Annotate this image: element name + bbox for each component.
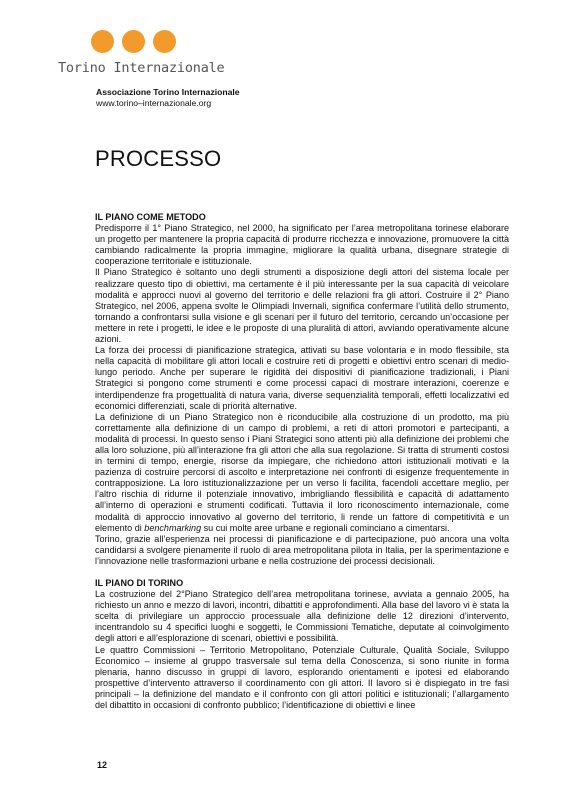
section-piano-come-metodo bbox=[95, 212, 509, 567]
section-piano-di-torino bbox=[95, 578, 509, 711]
paragraph: Torino, grazie all’esperienza nei processi di pianificazione e di partecipazione, può ancora una volta candidarsi a svolgere pienamente il ruolo di area metropolitana pilota in Italia, per la sperimentazione e l’innovazione nelle trasformazioni urbane e nella costruzione dei processi decisionali. bbox=[95, 533, 509, 566]
logo-brand-text: Torino Internazionale bbox=[58, 60, 225, 76]
association-name: Associazione Torino Internazionale bbox=[96, 87, 240, 97]
section-heading: IL PIANO DI TORINO bbox=[95, 578, 184, 588]
page-number: 12 bbox=[97, 760, 108, 770]
paragraph-text: La definizione di un Piano Strategico non è riconducibile alla costruzione di un prodotto, ma più correttamente alla definizione di un campo di problemi, a reti di attori promotori e partecipanti, a modalità di processi. In questo senso i Piani Strategici sono attenti più alla definizione dei problemi che alla loro soluzione, più all’interazione fra gli attori che alla sua regolazione. Si tratta di strumenti costosi in termini di tempo, energie, risorse da impiegare, che richiedono attori istituzionali motivati e la pazienza di costruire percorsi di ascolto e interpretazione nei confronti di esigenze frequentemente in contrapposizione. La loro istituzionalizzazione per un verso li facilita, facendoli accettare meglio, per l’altro rischia di ridurne il potenziale innovativo, imbrigliando flessibilità e capacità di adattamento all’interno di operazioni e strumenti codificati. Tuttavia il loro riconoscimento internazionale, come modalità di approccio innovativo al governo del territorio, li rende un fattore di competitività e un elemento di bbox=[95, 411, 509, 533]
section-heading: IL PIANO COME METODO bbox=[95, 212, 206, 222]
paragraph bbox=[95, 412, 509, 534]
paragraph-text: su cui molte aree urbane e regionali cominciano a cimentarsi. bbox=[201, 522, 450, 533]
paragraph: Le quattro Commissioni – Territorio Metropolitano, Potenziale Culturale, Qualità Sociale, Sviluppo Economico – insieme al gruppo trasversale sul tema della Conoscenza, si sono riunite in forma plenaria, hanno discusso in gruppi di lavoro, esplorando orientamenti e ipotesi ed elaborando prospettive d’intervento attraverso il coordinamento con gli attori. Il lavoro si è dispiegato in tre fasi principali – la definizione del mandato e il confronto con gli attori politici e istituzionali; l’allargamento del dibattito in occasioni di confronto pubblico; l’identificazione di obiettivi e linee bbox=[95, 644, 509, 711]
logo bbox=[58, 30, 225, 76]
logo-dot bbox=[122, 30, 145, 53]
paragraph: Predisporre il 1° Piano Strategico, nel 2000, ha significato per l’area metropolitana torinese elaborare un progetto per mantenere la propria capacità di produrre ricchezza e innovazione, promuovere la città cambiando radicalmente la propria immagine, migliorare la qualità urbana, disegnare strategie di cooperazione territoriale e istituzionale. bbox=[95, 223, 509, 267]
page-title: PROCESSO bbox=[95, 146, 222, 171]
logo-dots bbox=[58, 30, 218, 56]
document-body bbox=[95, 212, 509, 711]
association-url: www.torino–internazionale.org bbox=[96, 98, 212, 108]
association-info bbox=[96, 87, 240, 109]
emphasis-term: benchmarking bbox=[144, 522, 202, 533]
logo-dot bbox=[91, 30, 114, 53]
logo-dot bbox=[153, 30, 176, 53]
paragraph: La forza dei processi di pianificazione strategica, attivati su base volontaria e in modo flessibile, sta nella capacità di mobilitare gli attori locali e costruire reti di progetti e obiettivi entro scenari di medio-lungo periodo. Anche per superare le rigidità dei dispositivi di pianificazione tradizionali, i Piani Strategici si pongono come strumenti e come processi capaci di mostrare interazioni, coerenze e interdipendenze fra progettualità di natura varia, diverse sequenzialità temporali, effetti localizzativi ed economici differenziati, scale di priorità alternative. bbox=[95, 345, 509, 411]
paragraph: Il Piano Strategico è soltanto uno degli strumenti a disposizione degli attori del sistema locale per realizzare questo tipo di obiettivi, ma certamente è il più interessante per la sua capacità di veicolare modalità e approcci nuovi al governo del territorio e delle relazioni fra gli attori. Costruire il 2° Piano Strategico, nel 2006, appena svolte le Olimpiadi Invernali, significa confermare l’utilità dello strumento, tornando a confrontarsi sulla visione e gli scenari per il futuro del territorio, cercando un’occasione per mettere in rete i progetti, le idee e le proposte di una pluralità di attori, avviando operativamente alcune azioni. bbox=[95, 267, 509, 345]
paragraph: La costruzione del 2°Piano Strategico dell’area metropolitana torinese, avviata a gennaio 2005, ha richiesto un anno e mezzo di lavori, incontri, dibattiti e approfondimenti. Alla base del lavoro vi è stata la scelta di privilegiare un approccio processuale alla definizione delle 12 direzioni d’intervento, incentrandolo su 4 specifici luoghi e soggetti, le Commissioni Tematiche, deputate al coinvolgimento degli attori e all’esplorazione di scenari, obiettivi e possibilità. bbox=[95, 589, 509, 644]
